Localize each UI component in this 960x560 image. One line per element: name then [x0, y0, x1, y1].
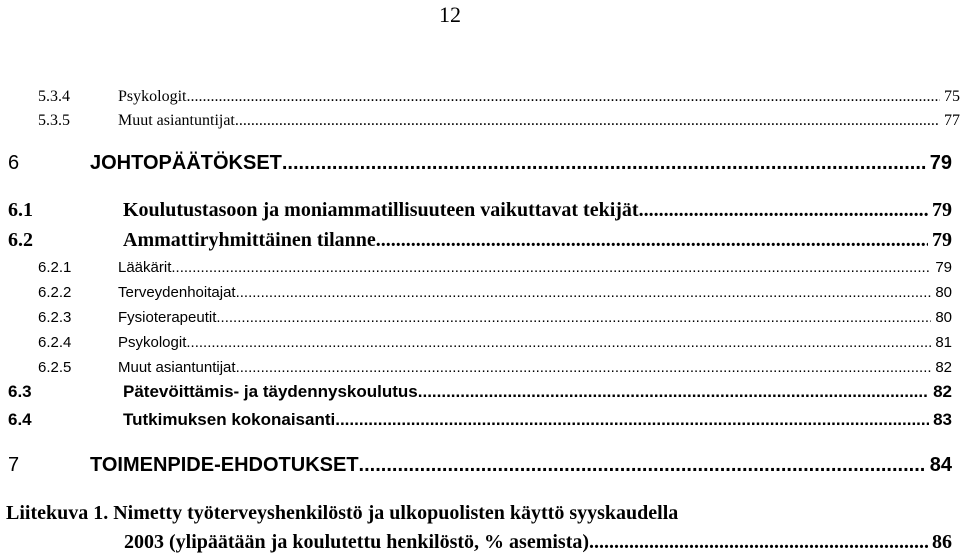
- toc-entry-page: 79: [935, 259, 952, 276]
- toc-entry-title: Muut asiantuntijat: [118, 112, 235, 129]
- toc-entry-page: 81: [935, 334, 952, 351]
- toc-entry-number: 6.2: [8, 229, 33, 251]
- page-number: 12: [439, 2, 461, 27]
- toc-entry-number: 5.3.4: [38, 88, 70, 105]
- toc-entry-title: Tutkimuksen kokonaisanti: [123, 410, 336, 429]
- toc-entry[interactable]: [38, 309, 952, 326]
- toc-entry-number: 6.2.2: [38, 284, 72, 301]
- toc-entry-page: 82: [935, 359, 952, 376]
- toc-leader-dots: [216, 309, 931, 326]
- appendix-entry-title: Liitekuva 1. Nimetty työterveyshenkilöstö ja ulkopuolisten käyttö syyskaudella: [6, 502, 679, 524]
- toc-entry-title: Pätevöittämis- ja täydennyskoulutus: [123, 382, 418, 401]
- toc-leader-dots: [376, 229, 928, 252]
- toc-entry-number: 6.2.4: [38, 334, 72, 351]
- toc-entry[interactable]: [38, 88, 960, 106]
- toc-leader-dots: [186, 88, 940, 106]
- toc-entry-title: Muut asiantuntijat: [118, 359, 236, 376]
- toc-leader-dots: [236, 284, 932, 301]
- toc-entry-title: TOIMENPIDE-EHDOTUKSET: [90, 454, 359, 476]
- toc-entry-page: 79: [932, 229, 952, 251]
- toc-entry-number: 6.2.1: [38, 259, 72, 276]
- toc-entry-number: 6.4: [8, 410, 32, 429]
- appendix-entry-line-2[interactable]: [124, 531, 952, 554]
- toc-entry-title: Psykologit: [118, 334, 187, 351]
- toc-leader-dots: [171, 259, 931, 276]
- appendix-entry-title-continued: 2003 (ylipäätään ja koulutettu henkilöstö, % asemista).: [124, 531, 595, 553]
- toc-leader-dots: [359, 454, 926, 477]
- toc-entry-page: 79: [932, 199, 952, 221]
- toc-entry-page: 80: [935, 284, 952, 301]
- toc-entry[interactable]: [8, 382, 952, 402]
- toc-entry-page: 82: [933, 382, 952, 401]
- toc-entry-number: 6.1: [8, 199, 33, 221]
- toc-entry[interactable]: [8, 229, 952, 252]
- appendix-entry-page: 86: [932, 531, 952, 553]
- toc-entry-number: 5.3.5: [38, 112, 70, 129]
- toc-entry-title: Koulutustasoon ja moniammatillisuuteen vaikuttavat tekijät: [123, 199, 639, 221]
- toc-leader-dots: [418, 382, 929, 402]
- toc-entry-title: JOHTOPÄÄTÖKSET: [90, 152, 282, 174]
- toc-entry-title: Terveydenhoitajat: [118, 284, 236, 301]
- toc-entry[interactable]: [38, 259, 952, 276]
- toc-entry[interactable]: [38, 334, 952, 351]
- toc-entry-number: 6: [8, 152, 20, 174]
- toc-entry-number: 7: [8, 454, 20, 476]
- toc-entry[interactable]: [38, 112, 960, 130]
- toc-entry[interactable]: [38, 284, 952, 301]
- toc-entry-page: 75: [944, 88, 960, 105]
- toc-entry-page: 84: [929, 454, 952, 476]
- toc-leader-dots: [335, 410, 929, 430]
- toc-entry-page: 77: [944, 112, 960, 129]
- toc-leader-dots: [639, 199, 928, 222]
- appendix-entry-line-1[interactable]: [6, 502, 952, 525]
- toc-entry-page: 79: [929, 152, 952, 174]
- toc-entry-title: Lääkärit: [118, 259, 172, 276]
- toc-leader-dots: [236, 359, 932, 376]
- toc-entry-title: Psykologit: [118, 88, 187, 105]
- toc-entry-page: 80: [935, 309, 952, 326]
- toc-entry[interactable]: [8, 454, 952, 477]
- toc-entry-title: Fysioterapeutit: [118, 309, 217, 326]
- toc-entry-number: 6.2.5: [38, 359, 72, 376]
- toc-leader-dots: [594, 531, 928, 554]
- toc-entry[interactable]: [8, 199, 952, 222]
- toc-entry-title: Ammattiryhmittäinen tilanne: [123, 229, 376, 251]
- toc-leader-dots: [235, 112, 940, 130]
- toc-leader-dots: [282, 152, 926, 175]
- toc-entry[interactable]: [38, 359, 952, 376]
- toc-entry[interactable]: [8, 152, 952, 175]
- toc-entry-number: 6.3: [8, 382, 32, 401]
- toc-entry-page: 83: [933, 410, 952, 429]
- toc-entry-number: 6.2.3: [38, 309, 72, 326]
- toc-leader-dots: [186, 334, 931, 351]
- toc-entry[interactable]: [8, 410, 952, 430]
